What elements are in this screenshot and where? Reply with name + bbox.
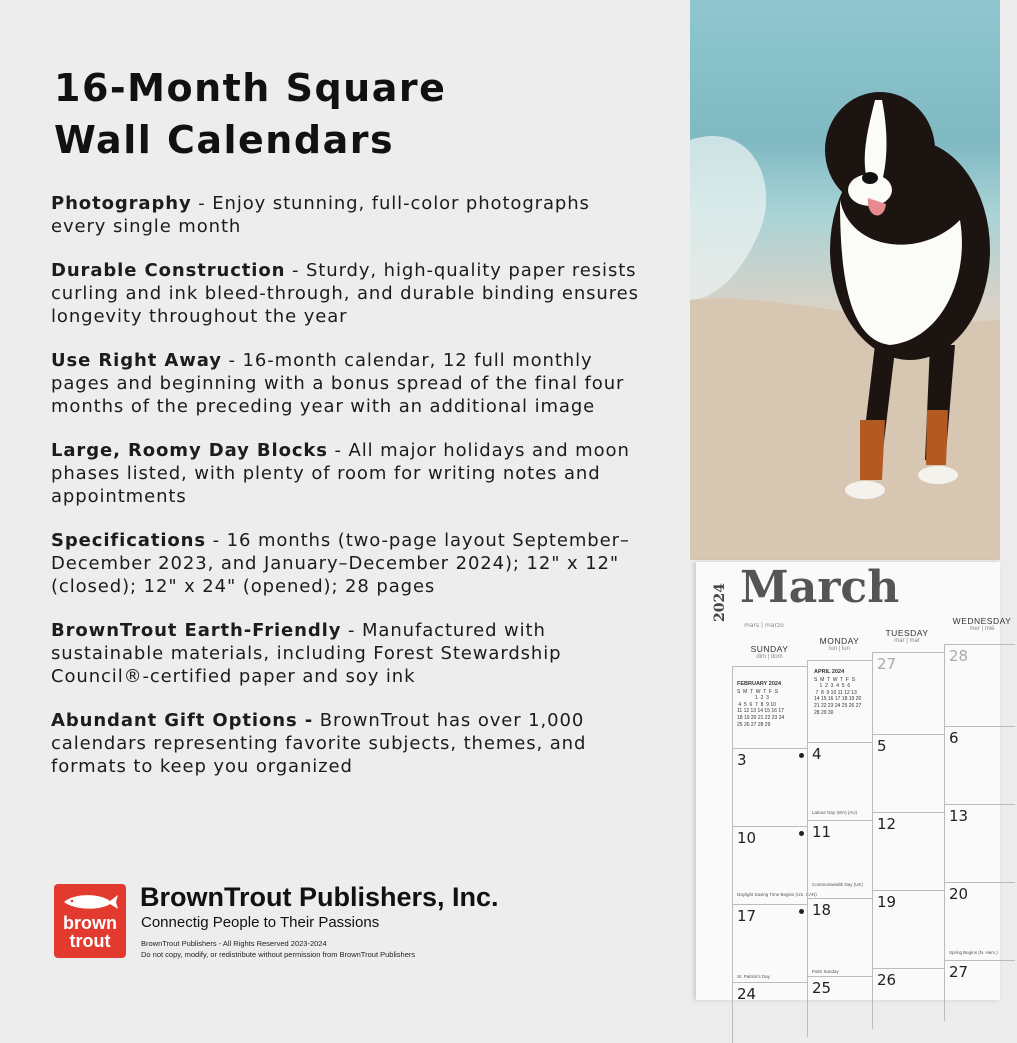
title-line-2: Wall Calendars <box>54 118 395 162</box>
feature-earth-friendly: BrownTrout Earth-Friendly - Manufactured with sustainable materials, including Forest Stewardship Council®-certified paper and soy ink <box>51 620 562 687</box>
day-cell-11: 11 Commonwealth Day (UK) <box>807 820 873 899</box>
day-cell-4: 4 Labour Day (WA) (AU) <box>807 742 873 821</box>
day-cell-12: 12 <box>872 812 945 891</box>
day-header-sunday: SUNDAY dim | dom <box>750 644 789 660</box>
day-cell-10: 10 Daylight Saving Time Begins (US, CAN) <box>732 826 808 905</box>
calendar-month: March <box>740 562 900 613</box>
day-cell-6: 6 <box>944 726 1015 805</box>
day-cell-feb-28: 28 <box>944 644 1015 727</box>
day-cell-19: 19 <box>872 890 945 969</box>
moon-phase-icon <box>799 909 804 914</box>
logo-wordmark: brown trout <box>63 913 117 951</box>
feature-durable-construction: Durable Construction - Sturdy, high-quality paper resists curling and ink bleed-through, and durable binding ensures longevity throughout the year <box>51 260 639 327</box>
bernese-dog-illustration <box>690 0 1000 560</box>
moon-phase-icon <box>799 753 804 758</box>
legal-notice: BrownTrout Publishers - All Rights Reserved 2023-2024 Do not copy, modify, or redistribute without permission from BrownTrout Publishers <box>141 939 416 959</box>
day-cell-mini-feb <box>732 666 808 749</box>
feature-specifications: Specifications - 16 months (two-page layout September–December 2023, and January–December 2024); 12" x 12" (closed); 12" x 24" (opened); 28 pages <box>51 530 630 597</box>
company-tagline: Connectig People to Their Passions <box>141 914 380 931</box>
day-header-monday: MONDAY lun | lun <box>819 636 860 652</box>
feature-photography: Photography - Enjoy stunning, full-color photographs every single month <box>51 193 590 237</box>
day-cell-17: 17 St. Patrick's Day <box>732 904 808 983</box>
browntrout-logo <box>54 884 126 958</box>
feature-use-right-away: Use Right Away - 16-month calendar, 12 full monthly pages and beginning with a bonus spread of the final four months of the preceding year with an additional image <box>51 350 625 417</box>
dog-photo <box>690 0 1000 560</box>
day-cell-feb-27: 27 <box>872 652 945 735</box>
day-cell-25: 25 Palm Sunday <box>807 976 873 1037</box>
day-cell-18: 18 <box>807 898 873 977</box>
moon-phase-icon <box>799 831 804 836</box>
page-title <box>54 62 446 166</box>
feature-day-blocks: Large, Roomy Day Blocks - All major holidays and moon phases listed, with plenty of room for writing notes and appointments <box>51 440 630 507</box>
day-cell-5: 5 <box>872 734 945 813</box>
day-cell-27: 27 <box>944 960 1015 1021</box>
trout-fish-icon <box>60 890 120 912</box>
calendar-year: 2024 <box>712 583 728 622</box>
title-line-1: 16-Month Square <box>54 66 447 110</box>
feature-gift-options: Abundant Gift Options - BrownTrout has over 1,000 calendars representing favorite subjects, themes, and formats to keep you organized <box>51 710 587 777</box>
feature-list <box>51 192 651 799</box>
publisher-block <box>52 882 672 982</box>
calendar-month-translations: mars | marzo <box>744 622 784 629</box>
day-cell-20: 20 Spring Begins (N. Hem.) <box>944 882 1015 961</box>
day-cell-3: 3 <box>732 748 808 827</box>
day-cell-26: 26 <box>872 968 945 1029</box>
calendar-page <box>696 562 1012 1003</box>
mini-calendar-february: FEBRUARY 2024 S M T W T F S 1 2 3 4 5 6 7 8 9 10 11 12 13 14 15 16 17 18 19 20 21 22 23 24 25 26 27 28 29 <box>737 681 785 728</box>
day-header-tuesday: TUESDAY mar | mar <box>885 628 929 644</box>
day-header-wednesday: WEDNESDAY mer | mié <box>952 616 1012 632</box>
day-cell-24: 24 <box>732 982 808 1043</box>
company-name: BrownTrout Publishers, Inc. <box>140 882 499 912</box>
mini-calendar-april: APRIL 2024 S M T W T F S 1 2 3 4 5 6 7 8 9 10 11 12 13 14 15 16 17 18 19 20 21 22 23 24 25 26 27 28 29 30 <box>814 669 862 716</box>
day-cell-mini-apr <box>807 660 873 743</box>
day-cell-13: 13 <box>944 804 1015 883</box>
